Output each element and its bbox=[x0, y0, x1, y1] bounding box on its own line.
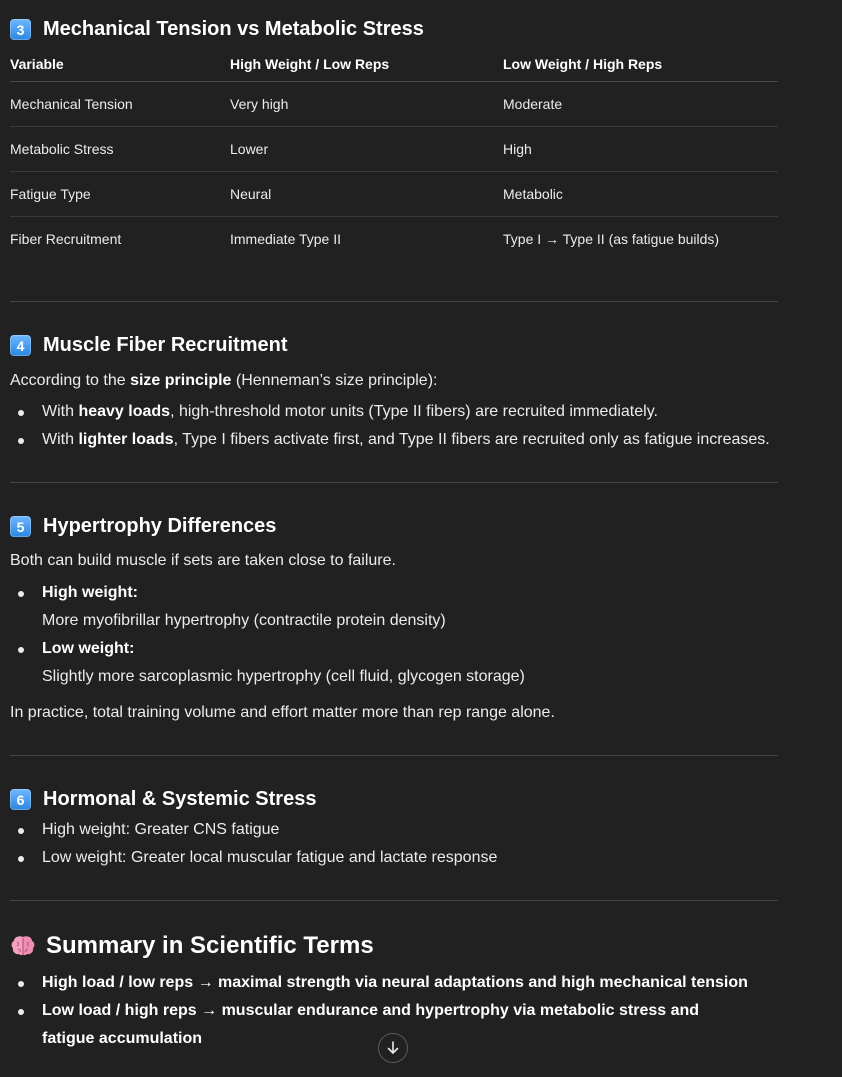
list-item: High weight: Greater CNS fatigue bbox=[10, 816, 497, 844]
table-row bbox=[10, 127, 778, 172]
table-row bbox=[10, 172, 778, 217]
list-item-bold: Low weight: bbox=[42, 640, 135, 657]
section-5-heading bbox=[10, 515, 276, 538]
section-6-title: Hormonal & Systemic Stress bbox=[43, 788, 317, 810]
list-item-text: More myofibrillar hypertrophy (contractile protein density) bbox=[42, 612, 446, 629]
table-cell: Moderate bbox=[503, 82, 778, 127]
table-cell: Fiber Recruitment bbox=[10, 231, 122, 247]
number-3-badge-icon: 3 bbox=[10, 19, 31, 40]
table-header-cell: High Weight / Low Reps bbox=[230, 46, 503, 82]
list-item-bold: High weight: bbox=[42, 584, 138, 601]
table-cell: Type I → Type II (as fatigue builds) bbox=[503, 231, 720, 247]
table-cell: Neural bbox=[230, 172, 503, 217]
list-item-text: Slightly more sarcoplasmic hypertrophy (cell fluid, glycogen storage) bbox=[42, 668, 525, 685]
list-item-text: , Type I fibers activate first, and Type II fibers are recruited only as fatigue increases. bbox=[173, 431, 770, 448]
list-item bbox=[10, 426, 770, 454]
table-cell: Immediate Type II bbox=[230, 231, 342, 247]
arrow-down-icon bbox=[385, 1040, 401, 1056]
table-cell: Metabolic Stress bbox=[10, 127, 230, 172]
section-4-heading bbox=[10, 334, 288, 357]
size-principle-term: size principle bbox=[130, 372, 232, 389]
summary-heading bbox=[10, 932, 374, 960]
list-item: High load / low reps → maximal strength via neural adaptations and high mechanical tension bbox=[10, 969, 750, 997]
list-item-text: , high-threshold motor units (Type II fibers) are recruited immediately. bbox=[170, 403, 658, 420]
brain-icon bbox=[10, 934, 36, 958]
section-divider bbox=[10, 482, 778, 483]
table-row bbox=[10, 217, 778, 262]
intro-text: According to the bbox=[10, 372, 131, 389]
list-item: Low weight: Greater local muscular fatigue and lactate response bbox=[10, 844, 497, 872]
section-divider bbox=[10, 755, 778, 756]
table-cell: Very high bbox=[230, 82, 503, 127]
list-item-text: With bbox=[42, 431, 79, 448]
scroll-down-button[interactable] bbox=[378, 1033, 408, 1063]
section-3-title: Mechanical Tension vs Metabolic Stress bbox=[43, 18, 424, 40]
table-cell: Mechanical Tension bbox=[10, 82, 230, 127]
section-5-title: Hypertrophy Differences bbox=[43, 515, 277, 537]
table-cell: High bbox=[503, 127, 778, 172]
list-item: Low load / high reps → muscular endurance and hypertrophy via metabolic stress and fatigue accumulation bbox=[10, 997, 750, 1053]
table-header-cell: Low Weight / High Reps bbox=[503, 46, 778, 82]
list-item-bold: heavy loads bbox=[78, 403, 171, 420]
number-6-badge-icon: 6 bbox=[10, 789, 31, 810]
list-item-text: With bbox=[42, 403, 79, 420]
systemic-stress-list bbox=[10, 816, 497, 872]
summary-title: Summary in Scientific Terms bbox=[46, 932, 374, 959]
list-item-bold: lighter loads bbox=[78, 431, 174, 448]
table-cell: Metabolic bbox=[503, 172, 778, 217]
hypertrophy-list bbox=[10, 579, 525, 691]
hypertrophy-outro: In practice, total training volume and effort matter more than rep range alone. bbox=[10, 704, 555, 721]
size-principle-intro bbox=[10, 367, 437, 395]
section-3-heading bbox=[10, 18, 424, 41]
section-4-title: Muscle Fiber Recruitment bbox=[43, 334, 288, 356]
table-cell: Fatigue Type bbox=[10, 172, 230, 217]
comparison-table-wrapper bbox=[10, 46, 778, 261]
recruitment-list bbox=[10, 398, 770, 454]
list-item bbox=[10, 635, 525, 691]
section-6-heading bbox=[10, 788, 316, 811]
intro-text: (Henneman’s size principle): bbox=[231, 372, 438, 389]
table-header-cell: Variable bbox=[10, 46, 230, 82]
number-4-badge-icon: 4 bbox=[10, 335, 31, 356]
table-row bbox=[10, 82, 778, 127]
table-header-row bbox=[10, 46, 778, 82]
table-cell: Lower bbox=[230, 127, 503, 172]
comparison-table bbox=[10, 46, 778, 261]
hypertrophy-intro: Both can build muscle if sets are taken close to failure. bbox=[10, 552, 396, 569]
list-item bbox=[10, 398, 770, 426]
list-item bbox=[10, 579, 525, 635]
section-divider bbox=[10, 900, 778, 901]
section-divider bbox=[10, 301, 778, 302]
number-5-badge-icon: 5 bbox=[10, 516, 31, 537]
